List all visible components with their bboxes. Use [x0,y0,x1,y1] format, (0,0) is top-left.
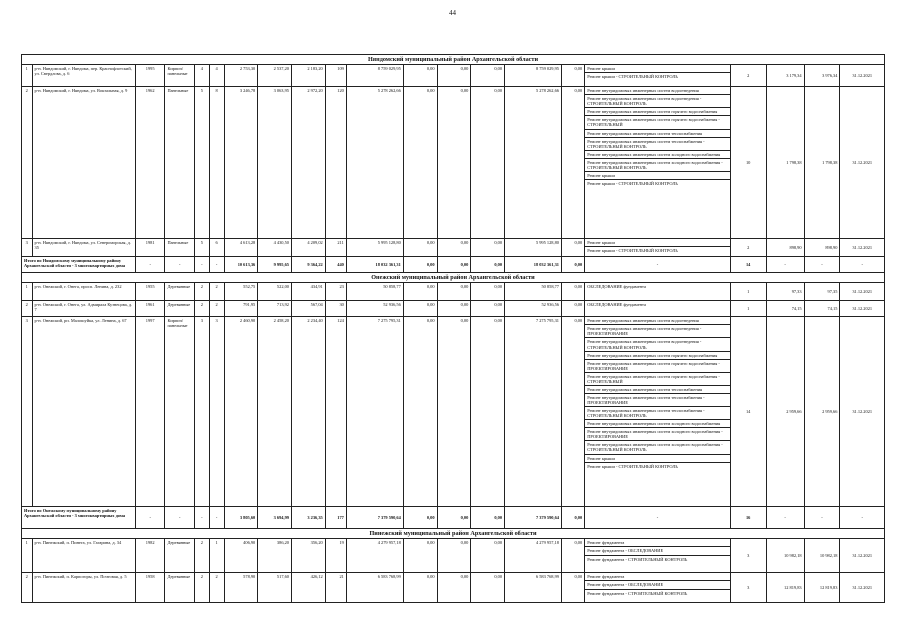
section-title: Онежский муниципальный район Архангельской области [22,273,885,283]
total-dash: - [804,257,840,273]
work-item: Ремонт внутридомовых инженерных систем горячего водоснабжения - ПРОЕКТИРОВАНИЕ [585,360,730,373]
cell-area-living: 2 234,40 [292,317,326,507]
table-row [22,301,885,317]
wall-material: Деревянные [165,301,195,317]
cell-budget-local: 0,00 [471,283,505,301]
total-dash: - [840,257,885,273]
unit-cost: 12 819,83 [766,573,804,603]
cell-owners: 50 858,77 [505,283,562,301]
table-row [22,317,885,507]
limit-cost: 1 798,38 [804,87,840,239]
works-list [585,539,731,573]
total-area-total: 10 613,36 [224,257,258,273]
entrances: 8 [209,87,224,239]
total-label: Итого по Онежскому муниципальному району Архангельской области - 3 многоквартирных дома [22,507,136,529]
wall-material: Панельные [165,87,195,239]
build-year: 1982 [135,539,165,573]
build-year: 1958 [135,573,165,603]
limit-cost: 10 982,18 [804,539,840,573]
total-budget-local: 0,00 [471,257,505,273]
cell-area-total: 578,90 [224,573,258,603]
work-item: ОБСЛЕДОВАНИЕ фундамента [587,302,646,308]
floors: 3 [194,317,209,507]
row-number: 3 [22,239,33,257]
total-works-count: 16 [730,507,766,529]
total-works-count: 14 [730,257,766,273]
works-list [585,239,731,257]
work-item: Ремонт фундамента - СТРОИТЕЛЬНЫЙ КОНТРОЛЬ [587,556,688,562]
cell-other: 0,00 [562,283,585,301]
work-item: Ремонт внутридомовых инженерных систем водоотведения - СТРОИТЕЛЬНЫЙ КОНТРОЛЬ [585,95,730,108]
cell-residents: 30 [325,301,346,317]
address: р-н. Пинежский, п. Карпогоры, ул. Почтовая, д. 5 [32,573,135,603]
unit-cost: 1 798,38 [766,87,804,239]
work-item: Ремонт внутридомовых инженерных систем горячего водоснабжения - СТРОИТЕЛЬНЫЙ [585,116,730,129]
cell-budget-local: 0,00 [471,573,505,603]
work-item: Ремонт внутридомовых инженерных систем теплоснабжения - СТРОИТЕЛЬНЫЙ КОНТРОЛЬ [585,407,730,420]
work-item: Ремонт крыши [585,455,730,463]
entrances: 6 [209,239,224,257]
work-item: Ремонт фундамента - ОБСЛЕДОВАНИЕ [585,547,730,555]
cell-area-total: 2 460,90 [224,317,258,507]
work-item: Ремонт фундамента - СТРОИТЕЛЬНЫЙ КОНТРОЛЬ [587,590,688,596]
floors: 4 [194,65,209,87]
floors: 2 [194,283,209,301]
cell-cost-total: 4 279 957,18 [346,539,403,573]
work-item: Ремонт внутридомовых инженерных систем теплоснабжения - ПРОЕКТИРОВАНИЕ [585,394,730,407]
completion-date: 31.12.2021 [840,573,885,603]
section-header [22,55,885,65]
total-dash: - [840,507,885,529]
cell-area-living: 356,20 [292,539,326,573]
cell-owners: 8 759 029,95 [505,65,562,87]
work-item: Ремонт внутридомовых инженерных систем теплоснабжения - СТРОИТЕЛЬНЫЙ КОНТРОЛЬ [585,138,730,151]
section-title: Пинежский муниципальный район Архангельской области [22,529,885,539]
wall-material: Деревянные [165,283,195,301]
total-area-total: 3 805,60 [224,507,258,529]
cell-other: 0,00 [562,317,585,507]
total-budget-sub: 0,00 [437,507,471,529]
cell-other: 0,00 [562,539,585,573]
cell-budget-sub: 0,00 [437,239,471,257]
build-year: 1955 [135,283,165,301]
completion-date: 31.12.2021 [840,539,885,573]
table-row [22,87,885,239]
entrances: 1 [209,539,224,573]
work-item: Ремонт крыши - СТРОИТЕЛЬНЫЙ КОНТРОЛЬ [587,74,678,80]
repair-program-table [21,54,885,603]
address: р-н. Пинежский, п. Пинега, ул. Гагарина, д. 34 [32,539,135,573]
work-item: Ремонт внутридомовых инженерных систем водоотведения [585,87,730,95]
entrances: 2 [209,573,224,603]
unit-cost: 74,15 [766,301,804,317]
table-row [22,539,885,573]
cell-other: 0,00 [562,301,585,317]
build-year: 1981 [135,239,165,257]
row-number: 1 [22,539,33,573]
total-area-res: 3 694,99 [258,507,292,529]
cell-area-res: 517,60 [258,573,292,603]
total-dash: - [585,257,731,273]
completion-date: 31.12.2021 [840,301,885,317]
row-number: 2 [22,573,33,603]
build-year: 1995 [135,65,165,87]
cell-residents: 19 [325,539,346,573]
cell-residents: 23 [325,283,346,301]
cell-cost-total: 6 583 768,99 [346,573,403,603]
work-item: Ремонт крыши - СТРОИТЕЛЬНЫЙ КОНТРОЛЬ [587,248,678,254]
cell-budget-local: 0,00 [471,317,505,507]
total-dash: - [165,507,195,529]
cell-area-total: 3 246,78 [224,87,258,239]
row-number: 2 [22,87,33,239]
table-row [22,239,885,257]
cell-budget-sub: 0,00 [437,283,471,301]
total-row [22,257,885,273]
entrances: 2 [209,301,224,317]
works-count: 10 [730,87,766,239]
cell-owners: 5 278 262,66 [505,87,562,239]
cell-cost-total: 50 858,77 [346,283,403,301]
floors: 5 [194,239,209,257]
cell-budget-local: 0,00 [471,239,505,257]
wall-material: Кирпич/ панельные [165,65,195,87]
total-dash: - [804,507,840,529]
page-number: 44 [449,9,456,17]
works-list [585,65,731,87]
row-number: 3 [22,317,33,507]
cell-area-res: 4 430,50 [258,239,292,257]
build-year: 1997 [135,317,165,507]
wall-material: Деревянные [165,539,195,573]
limit-cost: 2 959,66 [804,317,840,507]
work-item: Ремонт внутридомовых инженерных систем холодного водоснабжения - СТРОИТЕЛЬНЫЙ КОНТРОЛЬ [585,441,730,454]
work-item: Ремонт крыши [585,172,730,180]
works-list [585,301,731,317]
section-header [22,273,885,283]
cell-owners: 6 583 768,99 [505,573,562,603]
cell-area-total: 406,90 [224,539,258,573]
work-item: Ремонт внутридомовых инженерных систем теплоснабжения [585,130,730,138]
total-dash: - [135,507,165,529]
row-number: 1 [22,65,33,87]
total-dash: - [209,507,224,529]
unit-cost: 898,90 [766,239,804,257]
limit-cost: 97,35 [804,283,840,301]
address: р-н. Няндомский, г. Няндома, ул. Вокзальная, д. 9 [32,87,135,239]
total-budget-sub: 0,00 [437,257,471,273]
limit-cost: 74,15 [804,301,840,317]
cell-budget-local: 0,00 [471,301,505,317]
cell-cost-total: 5 995 128,80 [346,239,403,257]
work-item: Ремонт крыши - СТРОИТЕЛЬНЫЙ КОНТРОЛЬ [587,180,678,186]
work-item: ОБСЛЕДОВАНИЕ фундамента [587,284,646,290]
total-dash: - [585,507,731,529]
limit-cost: 898,90 [804,239,840,257]
cell-budget-local: 0,00 [471,87,505,239]
cell-fund-fond: 0,00 [403,539,437,573]
work-item: Ремонт внутридомовых инженерных систем водоотведения - ПРОЕКТИРОВАНИЕ [585,325,730,338]
works-count: 2 [730,239,766,257]
total-residents: 177 [325,507,346,529]
entrances: 4 [209,65,224,87]
wall-material: Кирпич/ панельные [165,317,195,507]
cell-owners: 5 995 128,80 [505,239,562,257]
total-row [22,507,885,529]
total-area-res: 9 995,65 [258,257,292,273]
cell-area-res: 522,00 [258,283,292,301]
work-item: Ремонт фундамента [585,539,730,547]
total-dash: - [766,257,804,273]
floors: 2 [194,573,209,603]
work-item: Ремонт крыши [585,65,730,73]
cell-area-total: 2 753,30 [224,65,258,87]
table-row [22,573,885,603]
entrances: 2 [209,283,224,301]
cell-fund-fond: 0,00 [403,87,437,239]
total-dash: - [766,507,804,529]
total-dash: - [194,257,209,273]
cell-area-living: 4 209,02 [292,239,326,257]
works-list [585,87,731,239]
work-item: Ремонт внутридомовых инженерных систем горячего водоснабжения [585,352,730,360]
cell-budget-sub: 0,00 [437,301,471,317]
cell-budget-sub: 0,00 [437,573,471,603]
work-item: Ремонт фундамента [585,573,730,581]
cell-area-total: 4 613,28 [224,239,258,257]
total-cost-total: 7 379 590,64 [346,507,403,529]
cell-residents: 120 [325,87,346,239]
cell-area-living: 434,91 [292,283,326,301]
cell-other: 0,00 [562,65,585,87]
cell-fund-fond: 0,00 [403,65,437,87]
cell-budget-sub: 0,00 [437,65,471,87]
work-item: Ремонт внутридомовых инженерных систем холодного водоснабжения - СТРОИТЕЛЬНЫЙ КОНТРОЛЬ [585,159,730,172]
build-year: 1961 [135,301,165,317]
section-header [22,529,885,539]
work-item: Ремонт внутридомовых инженерных систем холодного водоснабжения - ПРОЕКТИРОВАНИЕ [585,428,730,441]
cell-residents: 211 [325,239,346,257]
cell-residents: 124 [325,317,346,507]
cell-other: 0,00 [562,87,585,239]
total-owners: 18 032 361,31 [505,257,562,273]
work-item: Ремонт внутридомовых инженерных систем холодного водоснабжения [585,151,730,159]
completion-date: 31.12.2021 [840,87,885,239]
works-count: 3 [730,539,766,573]
row-number: 2 [22,301,33,317]
cell-residents: 21 [325,573,346,603]
cell-area-total: 791,95 [224,301,258,317]
cell-cost-total: 8 759 029,95 [346,65,403,87]
completion-date: 31.12.2021 [840,65,885,87]
work-item: Ремонт внутридомовых инженерных систем водоотведения - СТРОИТЕЛЬНЫЙ КОНТРОЛЬ [585,338,730,351]
cell-area-living: 2 183,20 [292,65,326,87]
cell-fund-fond: 0,00 [403,239,437,257]
cell-budget-sub: 0,00 [437,317,471,507]
unit-cost: 97,33 [766,283,804,301]
works-count: 1 [730,283,766,301]
works-count: 14 [730,317,766,507]
cell-fund-fond: 0,00 [403,573,437,603]
works-count: 2 [730,65,766,87]
unit-cost: 10 982,18 [766,539,804,573]
work-item: Ремонт фундамента - ОБСЛЕДОВАНИЕ [585,581,730,589]
works-count: 1 [730,301,766,317]
table-row [22,283,885,301]
address: р-н. Онежский, г. Онега, просп. Ленина, д. 232 [32,283,135,301]
work-item: Ремонт внутридомовых инженерных систем горячего водоснабжения - СТРОИТЕЛЬНЫЙ [585,373,730,386]
cell-area-res: 713,92 [258,301,292,317]
total-dash: - [209,257,224,273]
works-list [585,573,731,603]
completion-date: 31.12.2021 [840,317,885,507]
work-item: Ремонт внутридомовых инженерных систем горячего водоснабжения [585,108,730,116]
total-other: 0,00 [562,257,585,273]
address: р-н. Няндомский, г. Няндома, пер. Краснофлотский, ул. Свердлова, д. 6 [32,65,135,87]
cell-budget-sub: 0,00 [437,539,471,573]
cell-area-living: 426,12 [292,573,326,603]
wall-material: Панельные [165,239,195,257]
cell-owners: 4 279 957,18 [505,539,562,573]
cell-fund-fond: 0,00 [403,283,437,301]
build-year: 1962 [135,87,165,239]
total-fund-fond: 0,00 [403,257,437,273]
cell-budget-sub: 0,00 [437,87,471,239]
total-other: 0,00 [562,507,585,529]
table-row [22,65,885,87]
cell-owners: 52 936,56 [505,301,562,317]
work-item: Ремонт крыши [585,239,730,247]
floors: 2 [194,301,209,317]
cell-budget-local: 0,00 [471,65,505,87]
cell-area-res: 3 063,95 [258,87,292,239]
cell-cost-total: 5 278 262,66 [346,87,403,239]
work-item: Ремонт внутридомовых инженерных систем водоотведения [585,317,730,325]
total-area-living: 9 364,22 [292,257,326,273]
cell-other: 0,00 [562,239,585,257]
wall-material: Деревянные [165,573,195,603]
cell-other: 0,00 [562,573,585,603]
completion-date: 31.12.2021 [840,283,885,301]
floors: 5 [194,87,209,239]
works-list [585,317,731,507]
cell-fund-fond: 0,00 [403,317,437,507]
cell-area-living: 2 972,20 [292,87,326,239]
total-dash: - [194,507,209,529]
address: р-н. Онежский, рп. Малошуйка, ул. Ленина, д. 67 [32,317,135,507]
section-title: Няндомский муниципальный район Архангельской области [22,55,885,65]
work-item: Ремонт крыши - СТРОИТЕЛЬНЫЙ КОНТРОЛЬ [587,463,678,469]
cell-residents: 109 [325,65,346,87]
cell-area-res: 2 537,20 [258,65,292,87]
total-dash: - [135,257,165,273]
total-dash: - [165,257,195,273]
unit-cost: 3 179,34 [766,65,804,87]
total-label: Итого по Няндомскому муниципальному району Архангельской области - 3 многоквартирных дома [22,257,136,273]
total-residents: 440 [325,257,346,273]
cell-budget-local: 0,00 [471,539,505,573]
total-cost-total: 18 032 361,31 [346,257,403,273]
entrances: 3 [209,317,224,507]
limit-cost: 12 819,83 [804,573,840,603]
floors: 2 [194,539,209,573]
cell-cost-total: 7 275 795,31 [346,317,403,507]
works-count: 3 [730,573,766,603]
total-area-living: 3 236,35 [292,507,326,529]
address: р-н. Онежский, г. Онега, ул. Адмирала Кузнецова, д. 7 [32,301,135,317]
cell-cost-total: 52 936,56 [346,301,403,317]
completion-date: 31.12.2021 [840,239,885,257]
cell-area-res: 2 458,20 [258,317,292,507]
works-list [585,283,731,301]
cell-area-living: 567,04 [292,301,326,317]
work-item: Ремонт внутридомовых инженерных систем теплоснабжения [585,386,730,394]
cell-area-total: 552,75 [224,283,258,301]
work-item: Ремонт внутридомовых инженерных систем холодного водоснабжения [585,420,730,428]
total-owners: 7 379 590,64 [505,507,562,529]
address: р-н. Няндомский, г. Няндома, ул. Североморская, д. 35 [32,239,135,257]
cell-owners: 7 275 795,31 [505,317,562,507]
limit-cost: 3 976,34 [804,65,840,87]
cell-area-res: 386,20 [258,539,292,573]
row-number: 1 [22,283,33,301]
total-budget-local: 0,00 [471,507,505,529]
unit-cost: 2 959,66 [766,317,804,507]
total-fund-fond: 0,00 [403,507,437,529]
cell-fund-fond: 0,00 [403,301,437,317]
